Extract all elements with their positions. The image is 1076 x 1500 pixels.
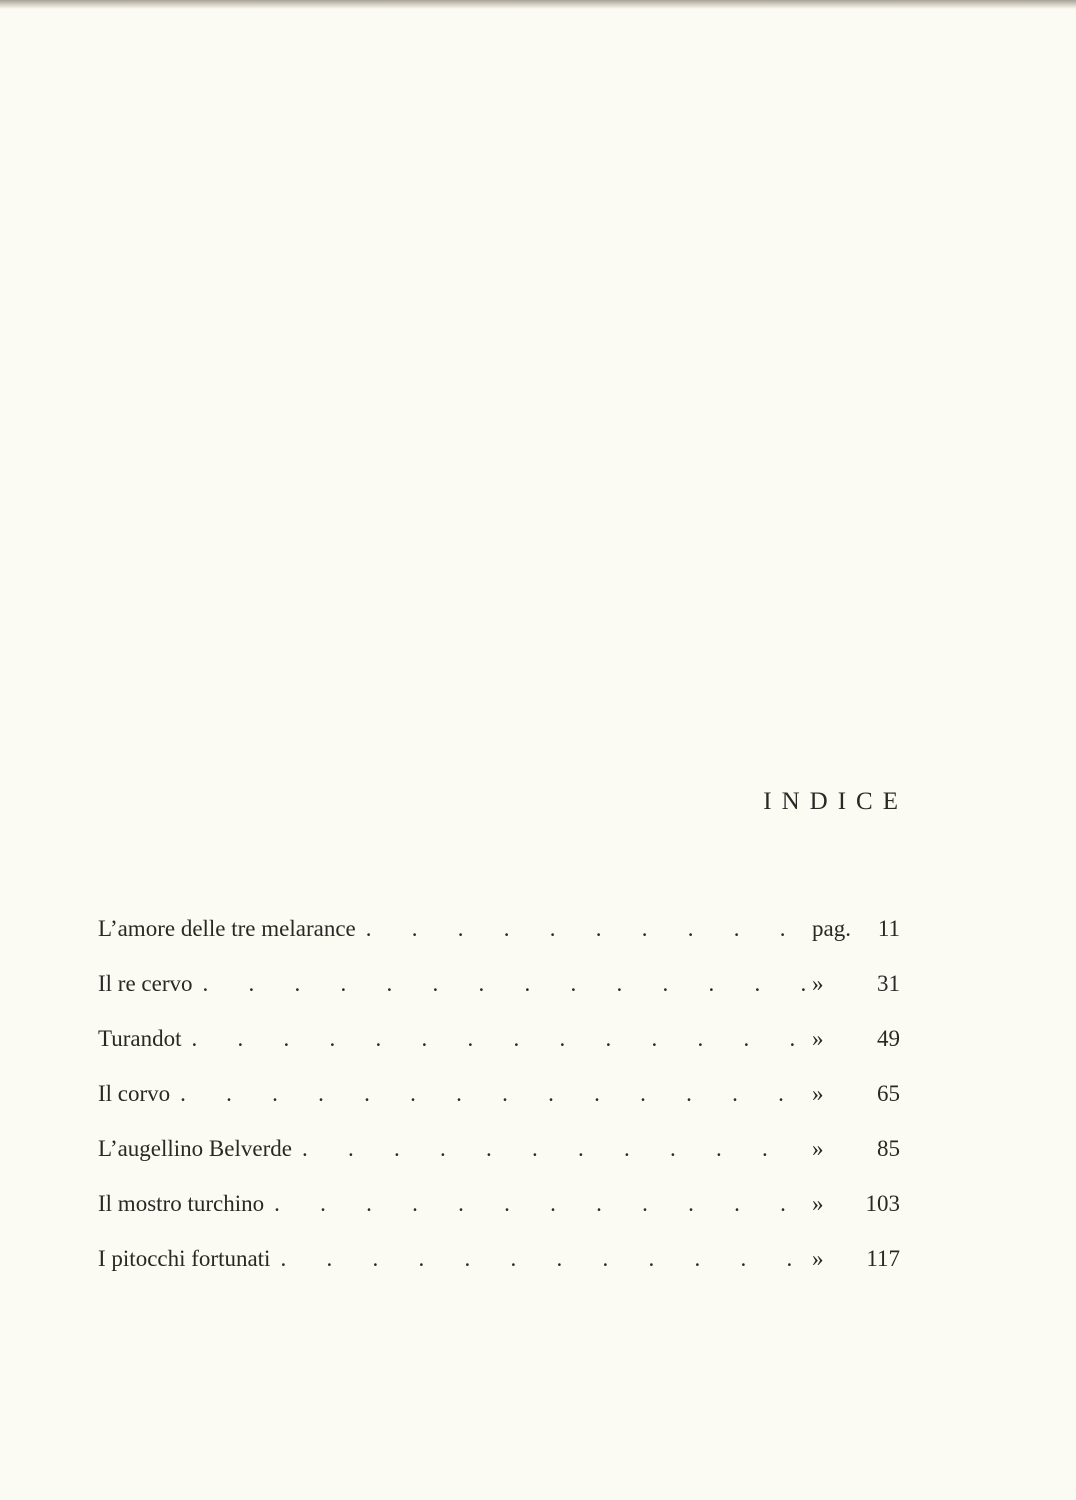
page-number: 103 <box>865 1191 900 1216</box>
toc-entry <box>98 1020 900 1075</box>
page-number: 11 <box>877 916 900 941</box>
page-prefix: » <box>812 1136 824 1161</box>
page-title: INDICE <box>763 788 908 815</box>
dot-leader <box>180 1075 806 1113</box>
toc-entry-title: Turandot <box>98 1026 182 1051</box>
page-prefix: pag. <box>812 916 851 941</box>
page-number: 85 <box>877 1136 900 1161</box>
page-prefix: » <box>812 1026 824 1051</box>
toc-entry <box>98 910 900 965</box>
toc-entry <box>98 1075 900 1130</box>
dot-leader <box>274 1185 806 1223</box>
page-prefix: » <box>812 1246 824 1271</box>
toc-entry <box>98 1130 900 1185</box>
page-number: 31 <box>877 971 900 996</box>
toc-entry <box>98 1240 900 1295</box>
page-top-edge <box>0 0 1076 9</box>
toc-entry <box>98 965 900 1020</box>
toc-entry-title: Il corvo <box>98 1081 171 1106</box>
page-prefix: » <box>812 971 824 996</box>
dot-leader <box>366 910 806 948</box>
dot-leader <box>203 965 807 1003</box>
page-number: 117 <box>866 1246 900 1271</box>
toc-entry-title: Il mostro turchino <box>98 1191 265 1216</box>
page-prefix: » <box>812 1081 824 1106</box>
toc-entry-title: Il re cervo <box>98 971 193 996</box>
dot-leader <box>280 1240 806 1278</box>
page-prefix: » <box>812 1191 824 1216</box>
page-number: 49 <box>877 1026 900 1051</box>
toc-entry-title: L’augellino Belverde <box>98 1136 292 1161</box>
dot-leader <box>192 1020 807 1058</box>
dot-leader <box>302 1130 806 1168</box>
toc-entry-title: I pitocchi fortunati <box>98 1246 271 1271</box>
page-number: 65 <box>877 1081 900 1106</box>
toc-entry <box>98 1185 900 1240</box>
toc-entry-title: L’amore delle tre melarance <box>98 916 356 941</box>
table-of-contents <box>98 910 900 1295</box>
